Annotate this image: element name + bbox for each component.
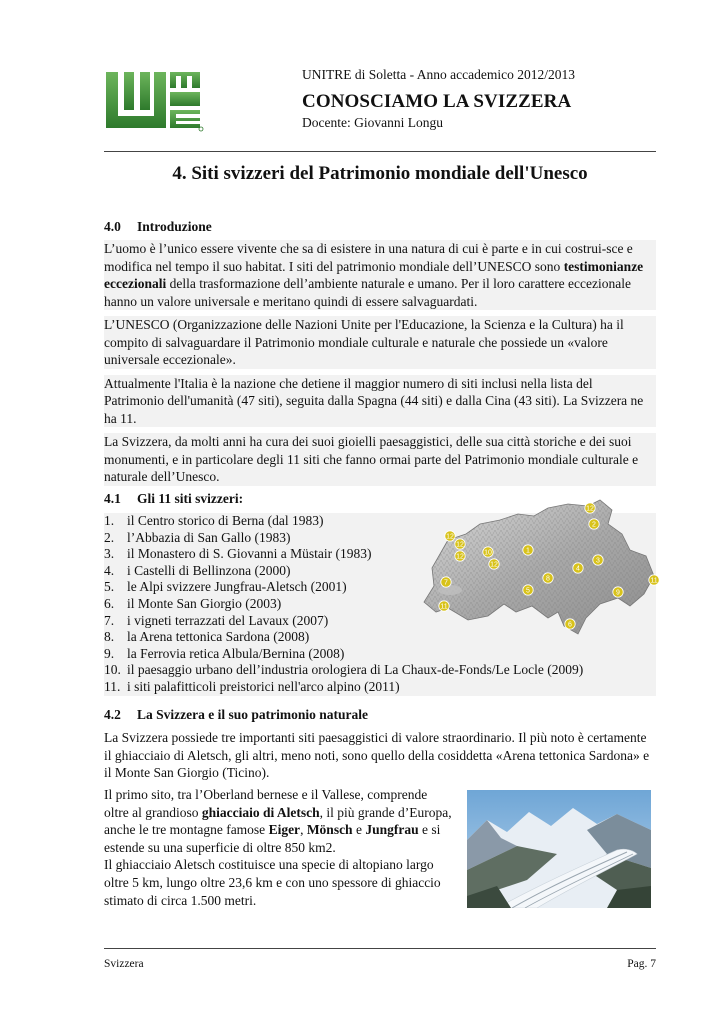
paragraph [104, 786, 454, 856]
site-text: il paesaggio urbano dell’industria orologiera di La Chaux-de-Fonds/Le Locle (2009) [127, 662, 584, 678]
site-item [104, 679, 656, 696]
site-text: il Monastero di S. Giovanni a Müstair (1983) [127, 546, 372, 562]
text-run: , il più grande d’Europa, anche le tre montagne famose [104, 804, 452, 838]
text-run: , [300, 822, 307, 838]
site-marker [573, 563, 583, 573]
paragraph: La Svizzera, da molti anni ha cura dei suoi gioielli paesaggistici, delle sua città storiche e dei suoi monumenti, e in particolare degli 11 siti che fanno ormai parte del Patrimonio mondiale culturale e naturale dell’Unesco. [104, 433, 656, 486]
switzerland-map [408, 494, 664, 648]
bold-text: Eiger [268, 822, 301, 838]
site-marker-label: 5 [526, 587, 530, 595]
paragraph: Il ghiacciaio Aletsch costituisce una specie di altopiano largo oltre 5 km, lungo oltre 23,6 km e con uno spessore di ghiaccio stimato di circa 1.500 metri. [104, 857, 441, 908]
site-marker [445, 531, 455, 541]
header-rule [104, 151, 656, 152]
site-number: 5. [104, 579, 115, 595]
section-title: Gli 11 siti svizzeri: [137, 491, 244, 506]
section-number: 4.0 [104, 219, 121, 234]
text-run: e [352, 822, 366, 838]
site-text: i Castelli di Bellinzona (2000) [127, 562, 291, 578]
section-number: 4.1 [104, 491, 121, 506]
text-run: della trasformazione dell’ambiente naturale e umano. Per il loro carattere eccezionale hanno un valore universale e meritano quindi di essere salvaguardati. [104, 276, 631, 309]
text-run: L’uomo è l’unico essere vivente che sa di esistere in una natura di cui è parte e in cui costrui-sce e modifica nel tempo il suo habitat. I siti del patrimonio mondiale dell’UNESCO sono [104, 241, 633, 274]
site-marker-label: 9 [616, 589, 620, 597]
page-number: Pag. 7 [627, 958, 656, 970]
site-marker [523, 545, 533, 555]
site-number: 7. [104, 612, 115, 628]
site-marker [439, 601, 449, 611]
site-marker-label: 12 [586, 505, 594, 513]
site-marker-label: 11 [440, 603, 448, 611]
header-title: CONOSCIAMO LA SVIZZERA [302, 91, 572, 112]
site-number: 6. [104, 595, 115, 611]
site-marker-label: 11 [650, 577, 658, 585]
section-number: 4.2 [104, 707, 121, 722]
site-text: le Alpi svizzere Jungfrau-Aletsch (2001) [127, 579, 347, 595]
paragraph: Attualmente l'Italia è la nazione che detiene il maggior numero di siti inclusi nella lista del Patrimonio dell'umanità (47 siti), seguita dalla Spagna (44 siti) e dalla Cina (43 siti). La Svizzera ne ha 11. [104, 375, 656, 428]
chapter-title: 4. Siti svizzeri del Patrimonio mondiale dell'Unesco [172, 163, 588, 184]
text-run: Il primo sito, tra l’Oberland bernese e il Vallese, comprende oltre al grandioso [104, 787, 428, 820]
section-4-0 [104, 218, 656, 486]
header-course-line: UNITRE di Soletta - Anno accademico 2012/2013 [302, 67, 575, 82]
site-text: i vigneti terrazzati del Lavaux (2007) [127, 612, 329, 628]
site-marker [613, 587, 623, 597]
site-marker [649, 575, 659, 585]
site-marker [589, 519, 599, 529]
page-footer [104, 956, 656, 972]
site-number: 8. [104, 629, 115, 645]
paragraph: L’UNESCO (Organizzazione delle Nazioni Unite per l'Educazione, la Scienza e la Cultura) ha il compito di salvaguardare il Patrimonio mondiale culturale e naturale che possiede un «valore universale eccezionale». [104, 316, 656, 369]
site-number: 11. [104, 678, 121, 694]
site-number: 10. [104, 662, 121, 678]
header-teacher: Docente: Giovanni Longu [302, 115, 443, 130]
site-text: i siti palafitticoli preistorici nell'arco alpino (2011) [127, 678, 400, 694]
site-marker-label: 2 [592, 521, 596, 529]
site-marker [565, 619, 575, 629]
site-item [104, 662, 656, 679]
site-marker-label: 8 [546, 575, 550, 583]
site-marker-label: 12 [456, 553, 464, 561]
site-number: 3. [104, 546, 115, 562]
aletsch-text [104, 786, 454, 909]
site-marker-label: 6 [568, 621, 572, 629]
site-text: il Centro storico di Berna (dal 1983) [127, 513, 324, 528]
site-marker-label: 7 [444, 579, 448, 587]
aletsch-glacier-photo [467, 790, 651, 908]
bold-text: testimonianze eccezionali [104, 258, 644, 291]
site-number: 1. [104, 513, 115, 528]
site-number: 4. [104, 562, 115, 578]
site-marker-label: 1 [526, 547, 530, 555]
document-header [302, 66, 662, 132]
text-run: e si estende su una superficie di oltre 850 km2. [104, 822, 441, 855]
section-heading [104, 218, 656, 236]
site-text: il Monte San Giorgio (2003) [127, 595, 282, 611]
site-marker [523, 585, 533, 595]
site-marker-label: 12 [490, 561, 498, 569]
site-marker [483, 547, 493, 557]
site-marker-label: 12 [456, 541, 464, 549]
site-marker-label: 12 [446, 533, 454, 541]
site-marker-label: 4 [576, 565, 580, 573]
site-marker [585, 503, 595, 513]
unitre-logo [104, 70, 204, 132]
section-heading [104, 706, 656, 724]
section-4-2 [104, 706, 656, 782]
footer-rule [104, 948, 656, 949]
section-title: La Svizzera e il suo patrimonio naturale [137, 707, 368, 722]
site-marker [455, 539, 465, 549]
bold-text: ghiacciaio di Aletsch [201, 804, 320, 820]
bold-text: Jungfrau [365, 822, 419, 838]
site-text: l’Abbazia di San Gallo (1983) [127, 529, 291, 545]
site-marker-label: 10 [484, 549, 492, 557]
site-marker [489, 559, 499, 569]
site-marker [593, 555, 603, 565]
site-text: la Arena tettonica Sardona (2008) [127, 629, 310, 645]
site-item [104, 646, 656, 663]
site-number: 9. [104, 645, 115, 661]
site-marker [543, 573, 553, 583]
site-marker-label: 3 [596, 557, 600, 565]
site-number: 2. [104, 529, 115, 545]
section-title: Introduzione [137, 219, 212, 234]
footer-left: Svizzera [104, 958, 144, 970]
paragraph [104, 240, 656, 310]
site-text: la Ferrovia retica Albula/Bernina (2008) [127, 645, 345, 661]
site-marker [441, 577, 451, 587]
bold-text: Mönsch [306, 822, 353, 838]
site-marker [455, 551, 465, 561]
paragraph: La Svizzera possiede tre importanti siti paesaggistici di valore straordinario. Il più noto è certamente il ghiacciaio di Aletsch, gli altri, meno noti, sono quello della cosiddetta «Arena tettonica Sardona» e il Monte San Giorgio (Ticino). [104, 730, 650, 780]
